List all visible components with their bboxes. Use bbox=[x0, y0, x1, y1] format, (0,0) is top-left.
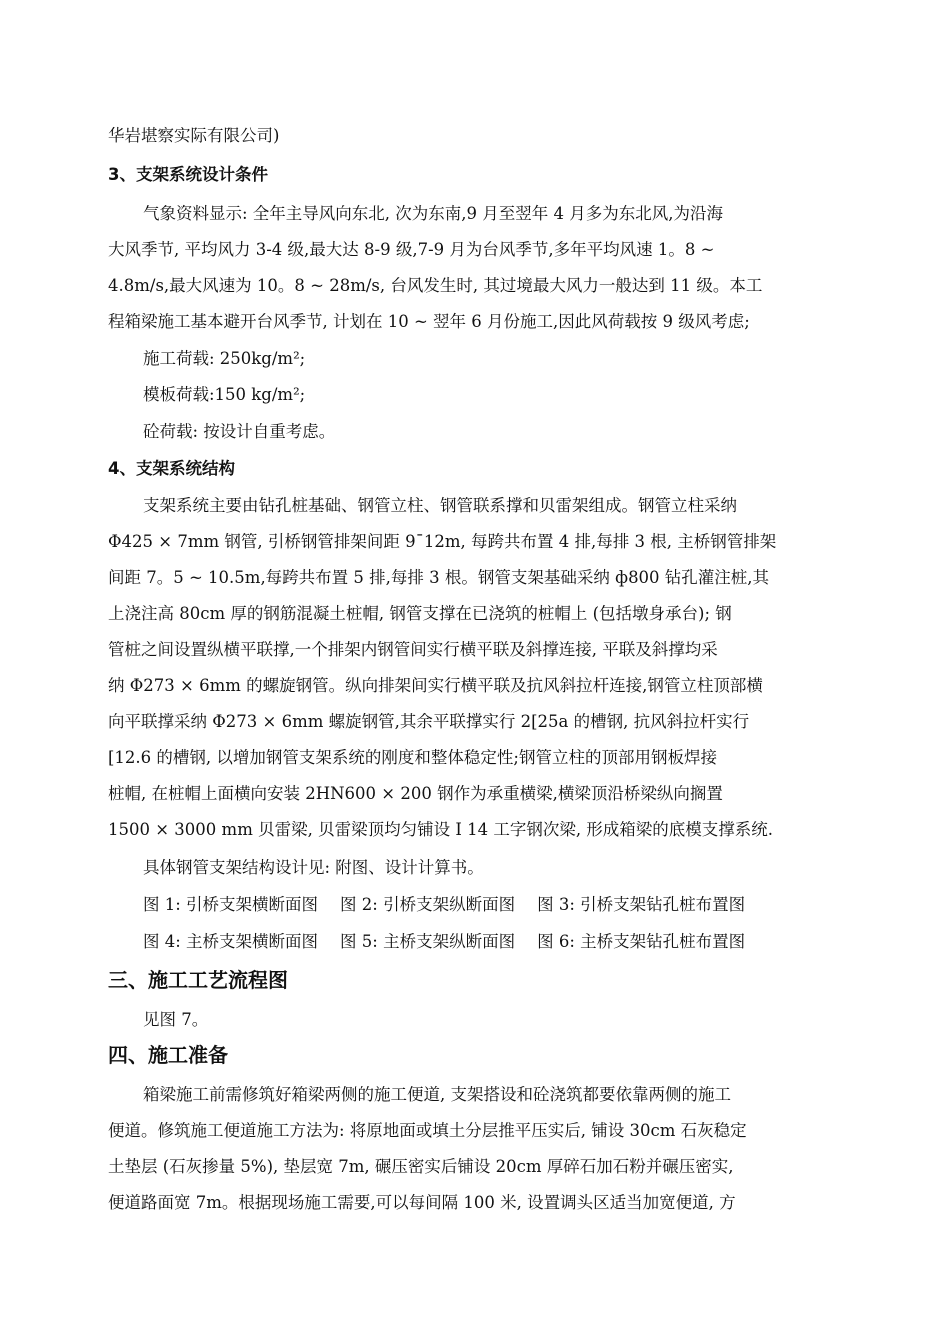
load-line: 模板荷载:150 kg/m²; bbox=[143, 385, 306, 404]
figure-list-row bbox=[143, 893, 823, 917]
figure-list-row bbox=[143, 930, 823, 954]
paragraph-line: 便道。修筑施工便道施工方法为: 将原地面或填土分层推平压实后, 铺设 30cm 石灰稳定 bbox=[108, 1121, 747, 1140]
paragraph-line: 土垫层 (石灰掺量 5%), 垫层宽 7m, 碾压密实后铺设 20cm 厚碎石加石粉并碾压密实, bbox=[108, 1157, 734, 1176]
figure-ref: 图 2: 引桥支架纵断面图 bbox=[340, 895, 516, 914]
paragraph-line: 间距 7。5 ~ 10.5m,每跨共布置 5 排,每排 3 根。钢管支架基础采纳 ф800 钻孔灌注桩,其 bbox=[108, 568, 770, 587]
paragraph-line: 1500 × 3000 mm 贝雷梁, 贝雷梁顶均匀铺设 I 14 工字钢次梁, 形成箱梁的底模支撑系统. bbox=[108, 820, 774, 839]
paragraph-line: Φ425 × 7mm 钢管, 引桥钢管排架间距 9¯12m, 每跨共布置 4 排,每排 3 根, 主桥钢管排架 bbox=[108, 532, 777, 551]
paragraph-line: [12.6 的槽钢, 以增加钢管支架系统的刚度和整体稳定性;钢管立柱的顶部用钢板焊接 bbox=[108, 748, 717, 767]
subsection-heading-3: 3、支架系统设计条件 bbox=[108, 165, 268, 184]
figure-ref: 图 4: 主桥支架横断面图 bbox=[143, 932, 319, 951]
paragraph-line: 向平联撑采纳 Φ273 × 6mm 螺旋钢管,其余平联撑实行 2[25a 的槽钢, 抗风斜拉杆实行 bbox=[108, 712, 750, 731]
subsection-heading-4: 4、支架系统结构 bbox=[108, 459, 235, 478]
paragraph-line: 支架系统主要由钻孔桩基础、钢管立柱、钢管联系撑和贝雷架组成。钢管立柱采纳 bbox=[143, 496, 737, 515]
paragraph-line: 纳 Φ273 × 6mm 的螺旋钢管。纵向排架间实行横平联及抗风斜拉杆连接,钢管立柱顶部横 bbox=[108, 676, 763, 695]
paragraph-line: 便道路面宽 7m。根据现场施工需要,可以每间隔 100 米, 设置调头区适当加宽便道, 方 bbox=[108, 1193, 736, 1212]
paragraph-line: 桩帽, 在桩帽上面横向安装 2HN600 × 200 钢作为承重横梁,横梁顶沿桥梁纵向搁置 bbox=[108, 784, 723, 803]
load-line: 施工荷载: 250kg/m²; bbox=[143, 349, 306, 368]
paragraph-line: 气象资料显示: 全年主导风向东北, 次为东南,9 月至翌年 4 月多为东北风,为沿海 bbox=[143, 204, 724, 223]
figure-ref: 图 6: 主桥支架钻孔桩布置图 bbox=[537, 932, 746, 951]
paragraph-line: 管桩之间设置纵横平联撑,一个排架内钢管间实行横平联及斜撑连接, 平联及斜撑均采 bbox=[108, 640, 718, 659]
paragraph-line: 程箱梁施工基本避开台风季节, 计划在 10 ~ 翌年 6 月份施工,因此风荷载按 9 级风考虑; bbox=[108, 312, 750, 331]
paragraph-text: 华岩堪察实际有限公司) bbox=[108, 126, 280, 145]
section-heading-3: 三、施工工艺流程图 bbox=[108, 968, 288, 992]
paragraph-line: 上浇注高 80cm 厚的钢筋混凝土桩帽, 钢管支撑在已浇筑的桩帽上 (包括墩身承台); 钢 bbox=[108, 604, 732, 623]
paragraph-line: 具体钢管支架结构设计见: 附图、设计计算书。 bbox=[143, 858, 484, 877]
paragraph-line: 见图 7。 bbox=[143, 1010, 209, 1029]
load-line: 砼荷载: 按设计自重考虑。 bbox=[143, 422, 336, 441]
figure-ref: 图 3: 引桥支架钻孔桩布置图 bbox=[537, 895, 746, 914]
section-heading-4: 四、施工准备 bbox=[108, 1043, 228, 1067]
paragraph-line: 大风季节, 平均风力 3-4 级,最大达 8-9 级,7-9 月为台风季节,多年平均风速 1。8 ~ bbox=[108, 240, 715, 259]
paragraph-line: 4.8m/s,最大风速为 10。8 ~ 28m/s, 台风发生时, 其过境最大风力一般达到 11 级。本工 bbox=[108, 276, 763, 295]
paragraph-line: 箱梁施工前需修筑好箱梁两侧的施工便道, 支架搭设和砼浇筑都要依靠两侧的施工 bbox=[143, 1085, 731, 1104]
figure-ref: 图 5: 主桥支架纵断面图 bbox=[340, 932, 516, 951]
figure-ref: 图 1: 引桥支架横断面图 bbox=[143, 895, 319, 914]
